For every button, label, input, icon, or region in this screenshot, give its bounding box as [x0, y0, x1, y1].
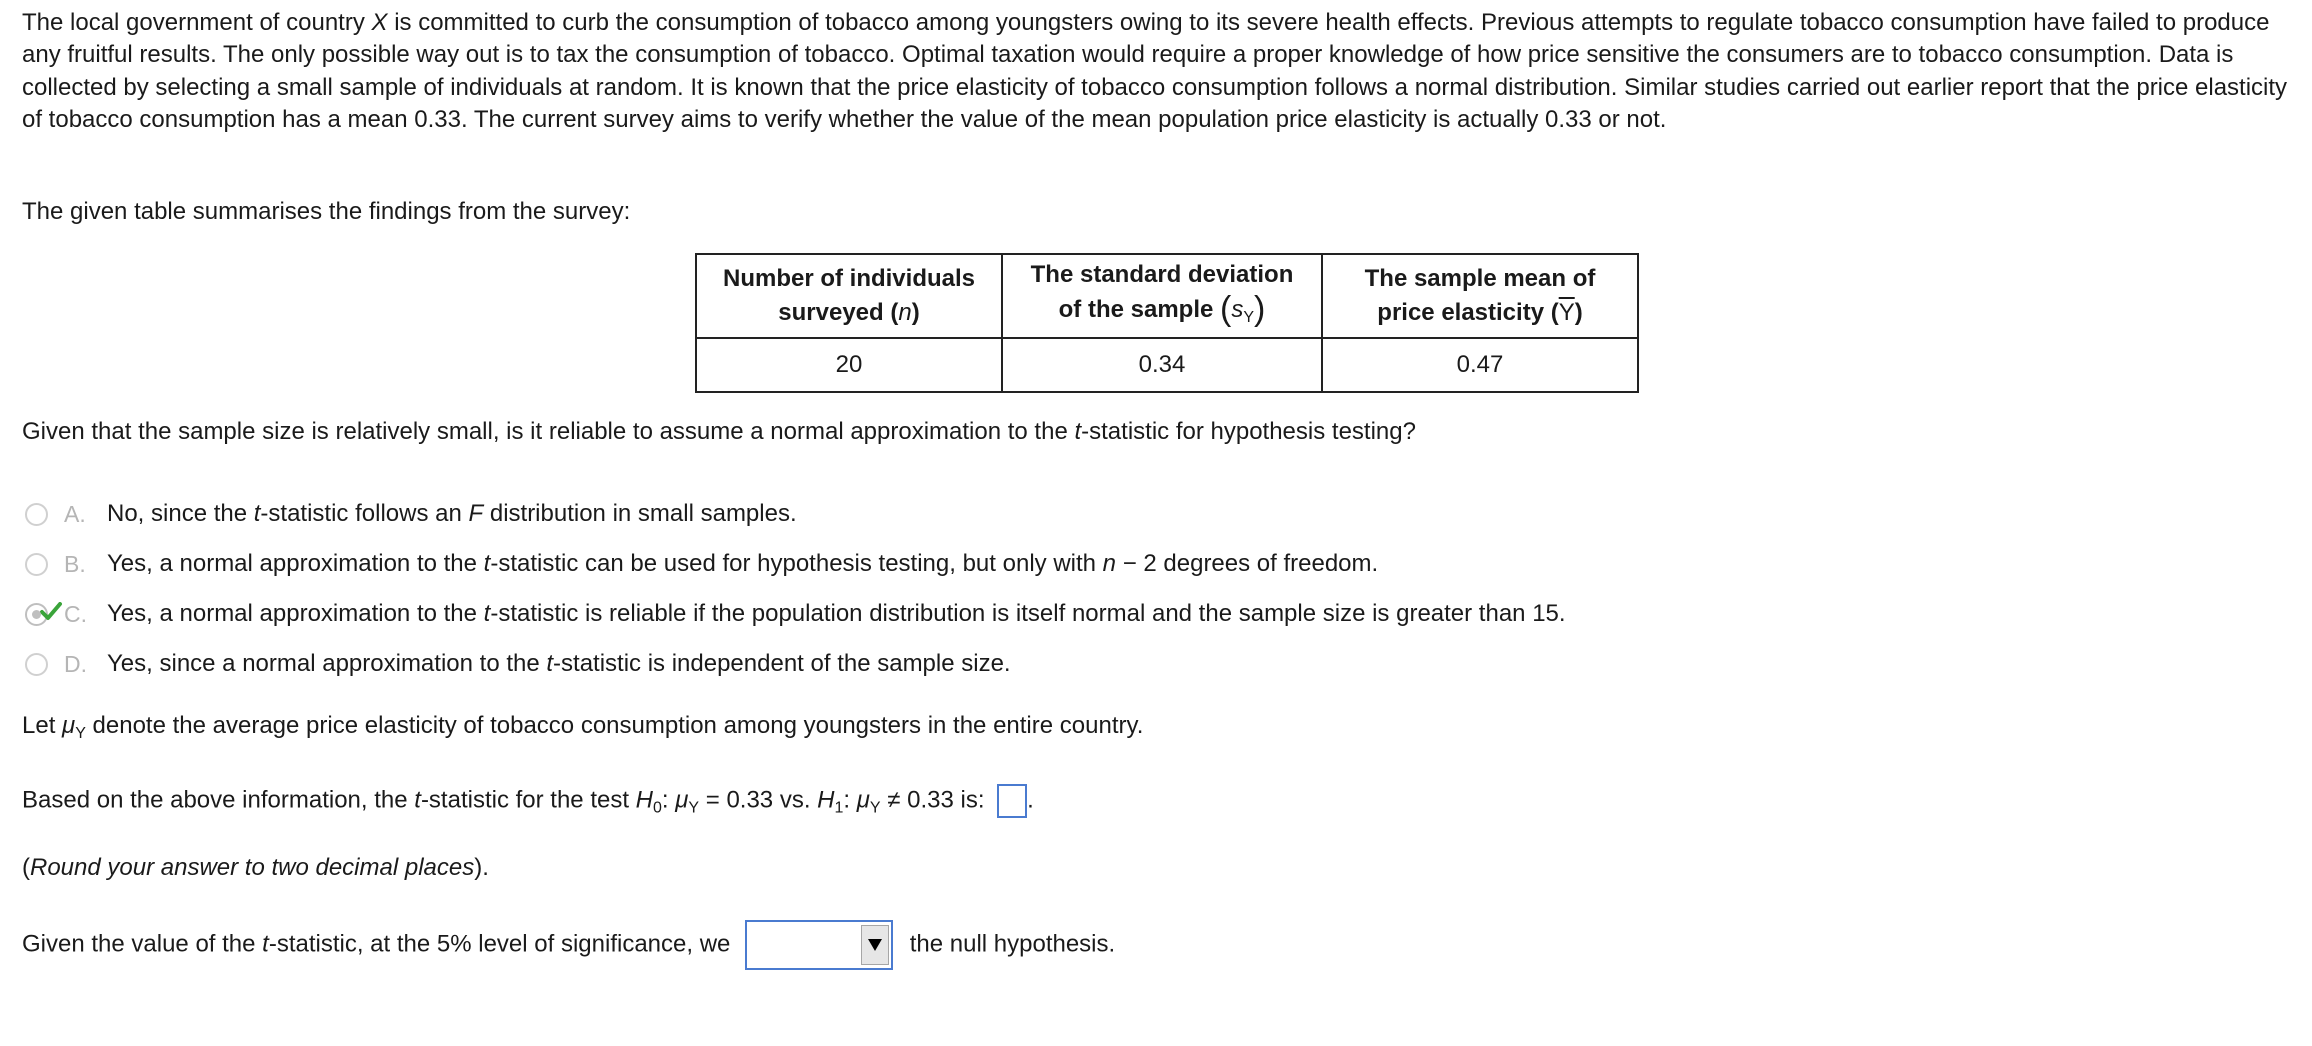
value-mean: 0.47 — [1322, 338, 1638, 392]
question-text: Given that the sample size is relatively small, is it reliable to assume a normal approximation to the t-statistic for hypothesis testing? — [22, 418, 1416, 445]
survey-table — [695, 253, 1639, 393]
t-statistic-answer-input[interactable] — [997, 784, 1027, 818]
checkmark-icon — [40, 602, 62, 622]
triangle-down-icon — [867, 938, 883, 952]
option-c[interactable] — [22, 594, 1566, 634]
header-mean: The sample mean of price elasticity $(\overline{Y})$ — [1322, 254, 1638, 338]
header-sd: The standard deviation of the sample $(s_Y)$ — [1002, 254, 1322, 338]
option-b-radio[interactable] — [25, 553, 48, 576]
option-a-letter: A. — [64, 500, 86, 527]
let-mu-line: Let $\mu_Y$ denote the average price elasticity of tobacco consumption among youngsters in the entire country. — [22, 712, 1144, 742]
value-n: 20 — [696, 338, 1002, 392]
option-d-text: Yes, since a normal approximation to the t-statistic is independent of the sample size. — [107, 650, 1011, 677]
option-b[interactable] — [22, 544, 1378, 584]
option-c-radio[interactable] — [25, 603, 48, 626]
option-b-letter: B. — [64, 550, 86, 577]
hypothesis-decision-select[interactable] — [745, 920, 893, 970]
problem-intro — [22, 7, 2294, 137]
significance-line: Given the value of the t-statistic, at the 5% level of significance, we the null hypothesis. — [22, 920, 1115, 970]
option-a[interactable] — [22, 494, 797, 534]
value-sd: 0.34 — [1002, 338, 1322, 392]
intro-text-2: is committed to curb the consumption of tobacco among youngsters owing to its severe health effects. Previous attempts to regulate tobacco consumption have failed to produce any fruitful results. The only possible way out is to tax the consumption of tobacco. Optimal taxation would require a proper knowledge of how price sensitive the consumers are to tobacco consumption. Data is collected by selecting a small sample of individuals at random. It is known that the price elasticity of tobacco consumption follows a normal distribution. Similar studies carried out earlier report that the price elasticity of tobacco consumption has a mean 0.33. The current survey aims to verify whether the value of the mean population price elasticity is actually 0.33 or not. — [22, 9, 2288, 134]
table-intro: The given table summarises the findings from the survey: — [22, 198, 631, 225]
round-note: (Round your answer to two decimal places). — [22, 854, 489, 881]
option-a-radio[interactable] — [25, 503, 48, 526]
table-data-row — [696, 338, 1638, 392]
option-d-letter: D. — [64, 650, 87, 677]
country-symbol: X — [371, 9, 388, 36]
intro-text-1: The local government of country — [22, 9, 372, 36]
header-n: Number of individuals surveyed (n) — [696, 254, 1002, 338]
option-b-text: Yes, a normal approximation to the t-statistic can be used for hypothesis testing, but only with n − 2 degrees of freedom. — [107, 550, 1379, 577]
option-d-radio[interactable] — [25, 653, 48, 676]
option-c-text: Yes, a normal approximation to the t-statistic is reliable if the population distribution is itself normal and the sample size is greater than 15. — [107, 600, 1566, 627]
dropdown-button[interactable] — [861, 925, 889, 965]
option-c-letter: C. — [64, 600, 87, 627]
table-header-row — [696, 254, 1638, 338]
option-a-text: No, since the t-statistic follows an F distribution in small samples. — [107, 500, 797, 527]
t-statistic-line: Based on the above information, the t-statistic for the test $H_0$: $\mu_Y = 0.33$ vs. $H_1$: $\mu_Y \ne 0.33$ is: . — [22, 784, 1034, 824]
option-d[interactable] — [22, 644, 1011, 684]
